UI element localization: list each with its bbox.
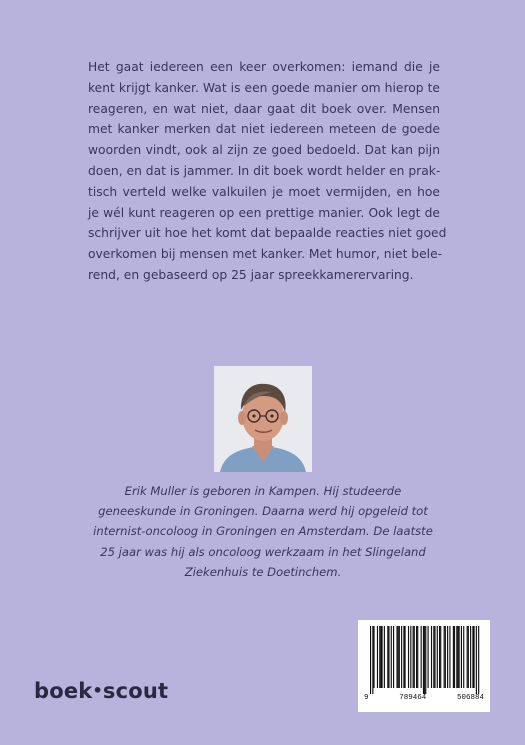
barcode-bar (434, 626, 435, 688)
barcode-digit-group: 789464 (399, 694, 427, 702)
barcode-number (358, 694, 490, 702)
blurb-line: met kanker merken dat niet iedereen meteen de goede (88, 122, 440, 137)
barcode-bar (401, 626, 402, 688)
barcode-bar (413, 626, 414, 688)
blurb-line: overkomen bij mensen met kanker. Met humor, niet bele- (88, 247, 443, 262)
barcode-bar (421, 626, 422, 688)
blurb-line: je wél kunt reageren op een prettige manier. Ook legt de (88, 205, 440, 220)
author-portrait-illustration (214, 366, 312, 472)
barcode-bar (396, 626, 397, 688)
barcode-bar (428, 626, 429, 688)
barcode-bar (433, 626, 434, 688)
barcode-bar (437, 626, 438, 688)
barcode-bar (373, 626, 374, 688)
barcode-bar (405, 626, 406, 688)
barcode-bar (398, 626, 399, 688)
blurb-line: Het gaat iedereen een keer overkomen: iemand die je (88, 60, 440, 74)
barcode-bar (423, 626, 424, 694)
author-photo (214, 366, 312, 472)
barcode-bar (384, 626, 385, 688)
barcode-bar (408, 626, 409, 688)
barcode-bar (476, 626, 477, 694)
barcode-bar (399, 626, 400, 688)
blurb-line: schrijver uit hoe het komt dat bepaalde reacties niet goed (88, 226, 447, 241)
publisher-logo (34, 679, 168, 703)
barcode-bar (439, 626, 440, 688)
blurb-line: kent krijgt kanker. Wat is een goede manier om hierop te (88, 80, 440, 95)
bio-line: Erik Muller is geboren in Kampen. Hij studeerde (124, 484, 402, 498)
barcode-bar (461, 626, 462, 688)
barcode-bar (425, 626, 426, 694)
barcode-bar (417, 626, 418, 688)
logo-part-scout: scout (102, 679, 169, 703)
barcode-bar (391, 626, 392, 688)
barcode-bar (387, 626, 388, 688)
logo-dot: • (92, 681, 103, 700)
barcode-bar (445, 626, 446, 688)
barcode-bar (453, 626, 454, 688)
barcode-bar (431, 626, 432, 688)
blurb-line: doen, en dat is jammer. In dit boek wordt helder en prak- (88, 163, 441, 178)
barcode-bar (440, 626, 441, 688)
back-cover-blurb (88, 57, 447, 286)
barcode-bar (454, 626, 455, 688)
barcode-bar (414, 626, 415, 688)
bio-line: geneeskunde in Groningen. Daarna werd hij opgeleid tot (98, 504, 428, 519)
barcode-bar (470, 626, 471, 688)
isbn-barcode (358, 620, 490, 712)
barcode-bar (410, 626, 411, 688)
barcode-bar (447, 626, 448, 688)
barcode-bar (416, 626, 417, 688)
barcode-bar (472, 626, 473, 688)
barcode-bar (474, 626, 475, 688)
blurb-line: reageren, en wat niet, daar gaat dit boek over. Mensen (88, 101, 440, 116)
bio-line: internist-oncoloog in Groningen en Amsterdam. De laatste (93, 524, 433, 539)
blurb-line: rend, en gebaseerd op 25 jaar spreekkamerervaring. (88, 267, 414, 282)
barcode-bar (372, 626, 373, 694)
blurb-line: tisch verteld welke valkuilen je moet vermijden, en hoe (88, 184, 440, 199)
blurb-line: woorden vindt, ook al zijn ze goed bedoeld. Dat kan pijn (88, 143, 440, 158)
barcode-bar (379, 626, 380, 688)
barcode-digit-group: 506884 (456, 694, 484, 702)
barcode-bar (449, 626, 450, 688)
barcode-bar (467, 626, 468, 688)
author-bio (80, 481, 446, 582)
barcode-bar (388, 626, 389, 688)
barcode-digit-group: 9 (364, 694, 369, 702)
barcode-bar (468, 626, 469, 688)
bio-line: Ziekenhuis te Doetinchem. (184, 564, 342, 579)
barcode-bar (459, 626, 460, 688)
barcode-bar (444, 626, 445, 688)
barcode-bar (456, 626, 457, 688)
barcode-bars (358, 620, 490, 694)
barcode-bar (377, 626, 378, 688)
barcode-bar (380, 626, 381, 688)
barcode-bar (478, 626, 479, 694)
barcode-bar (393, 626, 394, 688)
barcode-bar (403, 626, 404, 688)
logo-part-boek: boek (34, 679, 93, 703)
barcode-bar (424, 626, 425, 694)
barcode-bar (382, 626, 383, 688)
barcode-bar (370, 626, 371, 694)
barcode-bar (463, 626, 464, 688)
bio-line: 25 jaar was hij als oncoloog werkzaam in het Slingeland (100, 544, 426, 559)
barcode-bar (457, 626, 458, 688)
